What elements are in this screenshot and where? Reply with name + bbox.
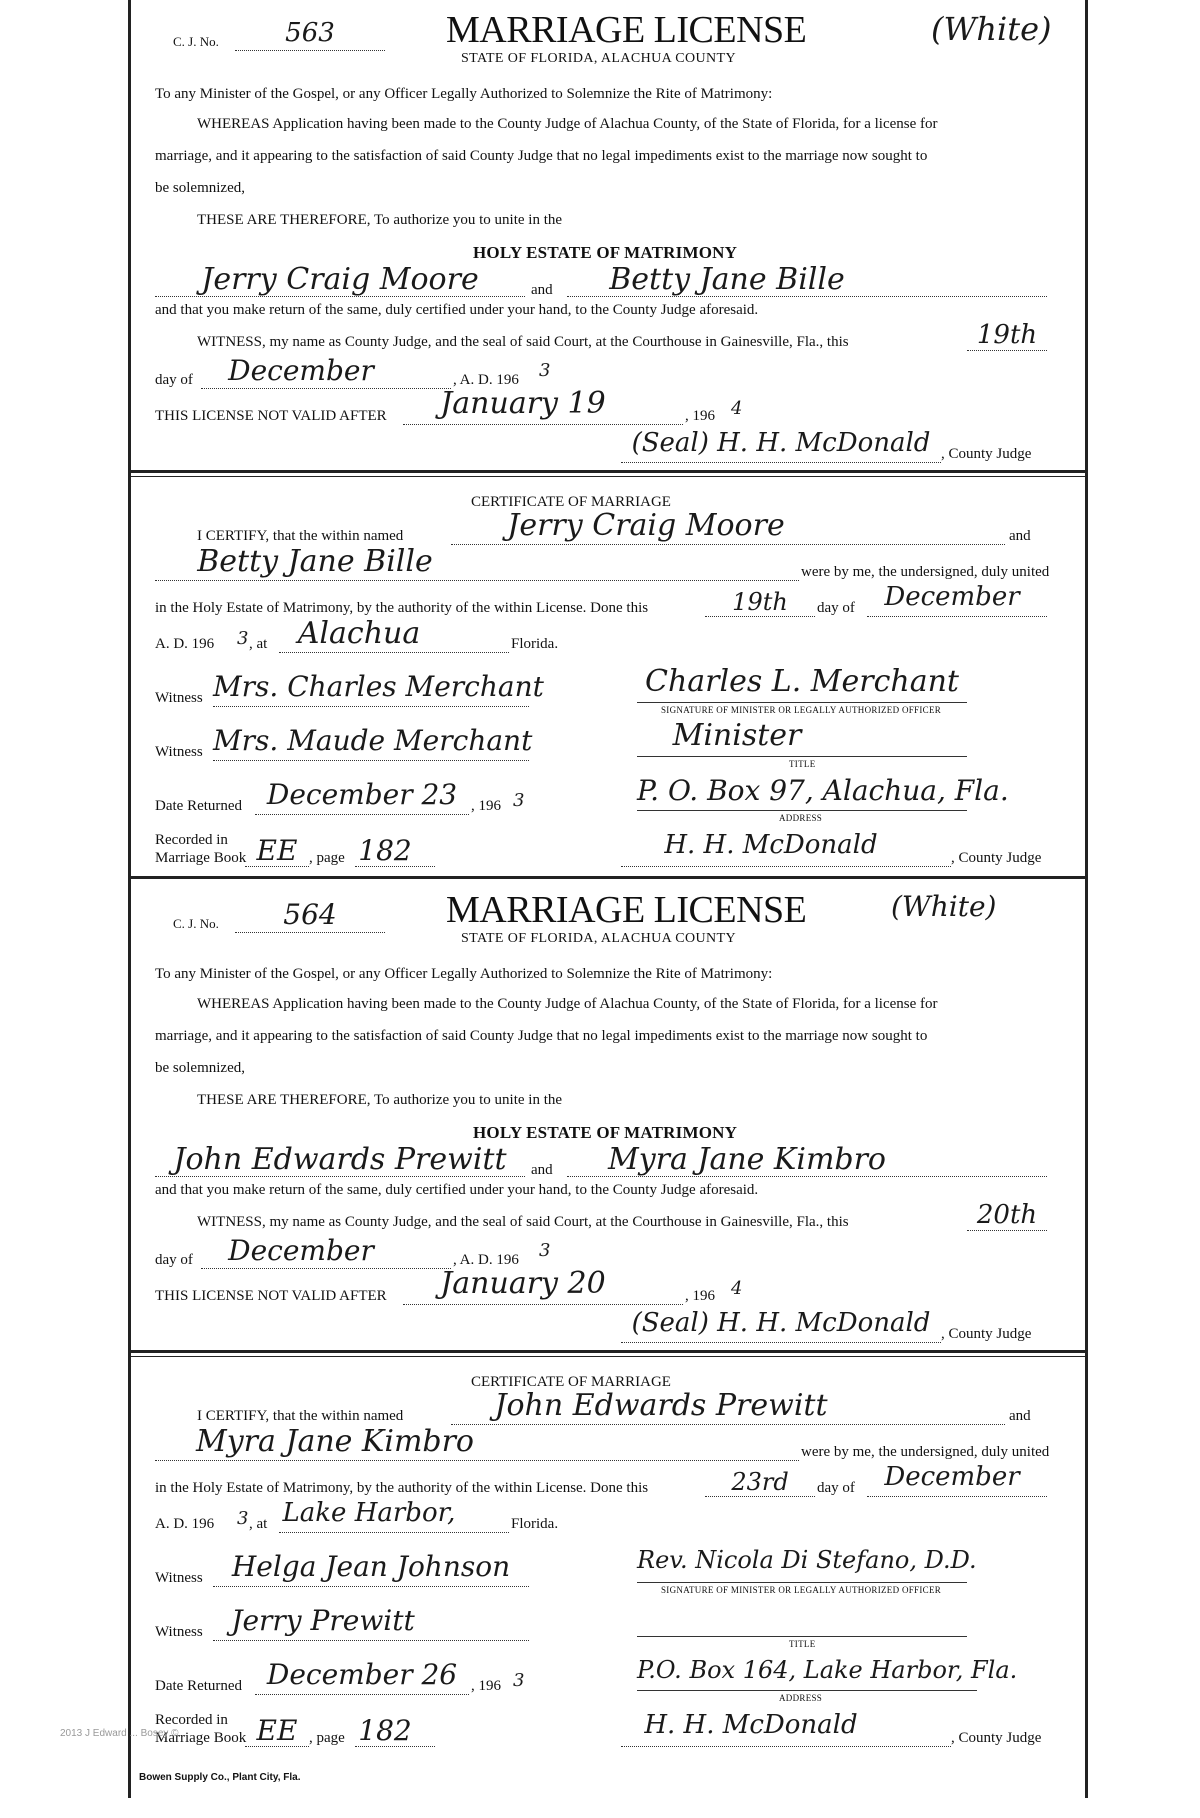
returned-year-digit: 3 — [513, 790, 525, 811]
therefore-text: THESE ARE THEREFORE, To authorize you to unite in the — [197, 212, 563, 228]
day-of-cert-label: day of — [817, 1480, 855, 1496]
minister-signature: Rev. Nicola Di Stefano, D.D. — [637, 1546, 977, 1574]
not-valid-year-label: , 196 — [685, 1288, 715, 1304]
witness-text: WITNESS, my name as County Judge, and the seal of said Court, at the Courthouse in Gainesville, Fla., this — [197, 1214, 849, 1230]
not-valid-label: THIS LICENSE NOT VALID AFTER — [155, 408, 387, 424]
license-page — [128, 0, 1088, 1798]
cert-bride: Myra Jane Kimbro — [195, 1424, 474, 1459]
intro-text: To any Minister of the Gospel, or any Officer Legally Authorized to Solemnize the Rite of Matrimony: — [155, 966, 773, 982]
and-text: and — [531, 282, 553, 298]
returned-196-label: , 196 — [471, 1678, 501, 1694]
page-label: , page — [309, 850, 345, 866]
whereas-line-1: WHEREAS Application having been made to the County Judge of Alachua County, of the State of Florida, for a license for — [197, 996, 938, 1012]
whereas-line-3: be solemnized, — [155, 1060, 245, 1076]
florida-label: Florida. — [511, 1516, 559, 1532]
cert-groom: Jerry Craig Moore — [507, 508, 785, 543]
intro-text: To any Minister of the Gospel, or any Officer Legally Authorized to Solemnize the Rite of Matrimony: — [155, 86, 773, 102]
cj-number: 564 — [283, 898, 337, 931]
sig-label: SIGNATURE OF MINISTER OR LEGALLY AUTHORIZED OFFICER — [661, 1585, 942, 1595]
sig-label: SIGNATURE OF MINISTER OR LEGALLY AUTHORIZED OFFICER — [661, 705, 942, 715]
book-value: EE — [256, 1714, 298, 1747]
recorder-signature: H. H. McDonald — [664, 830, 878, 860]
witness-1-label: Witness — [155, 1570, 203, 1586]
cert-and: and — [1009, 528, 1031, 544]
recorded-in-label: Recorded in — [155, 832, 228, 848]
recorder-signature: H. H. McDonald — [644, 1710, 858, 1740]
were-by-me-text: were by me, the undersigned, duly united — [801, 1444, 1050, 1460]
ad-label: , A. D. 196 — [453, 1252, 519, 1268]
whereas-line-2: marriage, and it appearing to the satisfaction of said County Judge that no legal impediments exist to the marriage now sought to — [155, 148, 928, 164]
and-text: and — [531, 1162, 553, 1178]
return-text: and that you make return of the same, duly certified under your hand, to the County Judge aforesaid. — [155, 1182, 759, 1198]
holy-estate-text: in the Holy Estate of Matrimony, by the authority of the within License. Done this — [155, 1480, 649, 1496]
minister-address: P.O. Box 164, Lake Harbor, Fla. — [637, 1656, 1018, 1684]
county-judge-label: , County Judge — [941, 446, 1032, 462]
date-returned-value: December 26 — [266, 1658, 458, 1691]
returned-year-digit: 3 — [513, 1670, 525, 1691]
date-returned-value: December 23 — [266, 778, 458, 811]
license-month: December — [228, 354, 374, 387]
judge-signature: (Seal) H. H. McDonald — [631, 1308, 931, 1338]
marriage-place: Lake Harbor, — [282, 1498, 456, 1528]
license-563 — [131, 0, 1085, 890]
day-of-label: day of — [155, 1252, 193, 1268]
cert-groom: John Edwards Prewitt — [494, 1388, 828, 1423]
not-valid-date: January 20 — [440, 1266, 606, 1301]
judge-signature: (Seal) H. H. McDonald — [631, 428, 931, 458]
witness-text: WITNESS, my name as County Judge, and the seal of said Court, at the Courthouse in Gainesville, Fla., this — [197, 334, 849, 350]
license-title: MARRIAGE LICENSE — [446, 9, 807, 51]
license-subtitle: STATE OF FLORIDA, ALACHUA COUNTY — [461, 931, 736, 946]
race-note: (White) — [931, 10, 1052, 48]
holy-estate-heading: HOLY ESTATE OF MATRIMONY — [473, 243, 738, 262]
bride-name: Betty Jane Bille — [609, 262, 845, 297]
address-label: ADDRESS — [779, 1693, 823, 1703]
cj-number: 563 — [285, 18, 335, 48]
marriage-book-label: Marriage Book — [155, 850, 247, 866]
race-note: (White) — [891, 890, 997, 923]
witness-1-name: Helga Jean Johnson — [231, 1550, 511, 1583]
cert-bride: Betty Jane Bille — [197, 544, 433, 579]
recorder-county-judge: , County Judge — [951, 850, 1042, 866]
certify-text: I CERTIFY, that the within named — [197, 1408, 404, 1424]
groom-name: Jerry Craig Moore — [201, 262, 479, 297]
witness-2-name: Jerry Prewitt — [231, 1604, 415, 1637]
at-label: , at — [249, 636, 268, 652]
bride-name: Myra Jane Kimbro — [607, 1142, 886, 1177]
title-label: TITLE — [789, 759, 816, 769]
holy-estate-heading: HOLY ESTATE OF MATRIMONY — [473, 1123, 738, 1142]
not-valid-label: THIS LICENSE NOT VALID AFTER — [155, 1288, 387, 1304]
book-value: EE — [256, 834, 298, 867]
witness-2-label: Witness — [155, 1624, 203, 1640]
cj-label: C. J. No. — [173, 916, 219, 931]
holy-estate-text: in the Holy Estate of Matrimony, by the authority of the within License. Done this — [155, 600, 649, 616]
whereas-line-2: marriage, and it appearing to the satisfaction of said County Judge that no legal impediments exist to the marriage now sought to — [155, 1028, 928, 1044]
minister-address: P. O. Box 97, Alachua, Fla. — [637, 774, 1009, 807]
minister-signature: Charles L. Merchant — [645, 664, 959, 699]
recorded-in-label: Recorded in — [155, 1712, 228, 1728]
copyright-watermark: 2013 J Edward ... Bosey © — [60, 1728, 179, 1739]
not-valid-year-digit: 4 — [731, 1278, 743, 1299]
done-day: 23rd — [731, 1468, 789, 1496]
day-of-cert-label: day of — [817, 600, 855, 616]
not-valid-date: January 19 — [440, 386, 606, 421]
not-valid-year-label: , 196 — [685, 408, 715, 424]
license-subtitle: STATE OF FLORIDA, ALACHUA COUNTY — [461, 51, 736, 66]
cert-year-digit: 3 — [237, 1508, 249, 1529]
done-month: December — [884, 1462, 1020, 1492]
cert-ad-label: A. D. 196 — [155, 636, 215, 652]
witness-2-label: Witness — [155, 744, 203, 760]
ad-label: , A. D. 196 — [453, 372, 519, 388]
cert-and: and — [1009, 1408, 1031, 1424]
license-year-digit: 3 — [539, 360, 551, 381]
page-label: , page — [309, 1730, 345, 1746]
day-of-label: day of — [155, 372, 193, 388]
witness-2-name: Mrs. Maude Merchant — [213, 724, 533, 757]
printer-footer: Bowen Supply Co., Plant City, Fla. — [139, 1772, 301, 1783]
title-label: TITLE — [789, 1639, 816, 1649]
recorder-county-judge: , County Judge — [951, 1730, 1042, 1746]
marriage-book-label: Marriage Book — [155, 1730, 247, 1746]
groom-name: John Edwards Prewitt — [173, 1142, 507, 1177]
returned-196-label: , 196 — [471, 798, 501, 814]
were-by-me-text: were by me, the undersigned, duly united — [801, 564, 1050, 580]
cj-label: C. J. No. — [173, 34, 219, 49]
done-day: 19th — [732, 588, 788, 616]
done-month: December — [884, 582, 1020, 612]
witness-1-name: Mrs. Charles Merchant — [213, 670, 544, 703]
marriage-place: Alachua — [297, 616, 421, 651]
license-564 — [131, 880, 1085, 1780]
not-valid-year-digit: 4 — [731, 398, 743, 419]
therefore-text: THESE ARE THEREFORE, To authorize you to unite in the — [197, 1092, 563, 1108]
return-text: and that you make return of the same, duly certified under your hand, to the County Judge aforesaid. — [155, 302, 759, 318]
whereas-line-3: be solemnized, — [155, 180, 245, 196]
cert-title: CERTIFICATE OF MARRIAGE — [471, 1374, 671, 1390]
at-label: , at — [249, 1516, 268, 1532]
whereas-line-1: WHEREAS Application having been made to the County Judge of Alachua County, of the State of Florida, for a license for — [197, 116, 938, 132]
license-month: December — [228, 1234, 374, 1267]
witness-1-label: Witness — [155, 690, 203, 706]
florida-label: Florida. — [511, 636, 559, 652]
certify-text: I CERTIFY, that the within named — [197, 528, 404, 544]
address-label: ADDRESS — [779, 813, 823, 823]
cert-year-digit: 3 — [237, 628, 249, 649]
page-value: 182 — [358, 834, 412, 867]
cert-ad-label: A. D. 196 — [155, 1516, 215, 1532]
date-returned-label: Date Returned — [155, 798, 243, 814]
witness-day: 20th — [976, 1200, 1038, 1230]
minister-title: Minister — [672, 718, 802, 753]
page-value: 182 — [358, 1714, 412, 1747]
county-judge-label: , County Judge — [941, 1326, 1032, 1342]
license-year-digit: 3 — [539, 1240, 551, 1261]
license-title: MARRIAGE LICENSE — [446, 889, 807, 931]
cert-title: CERTIFICATE OF MARRIAGE — [471, 494, 671, 510]
date-returned-label: Date Returned — [155, 1678, 243, 1694]
witness-day: 19th — [976, 320, 1038, 350]
